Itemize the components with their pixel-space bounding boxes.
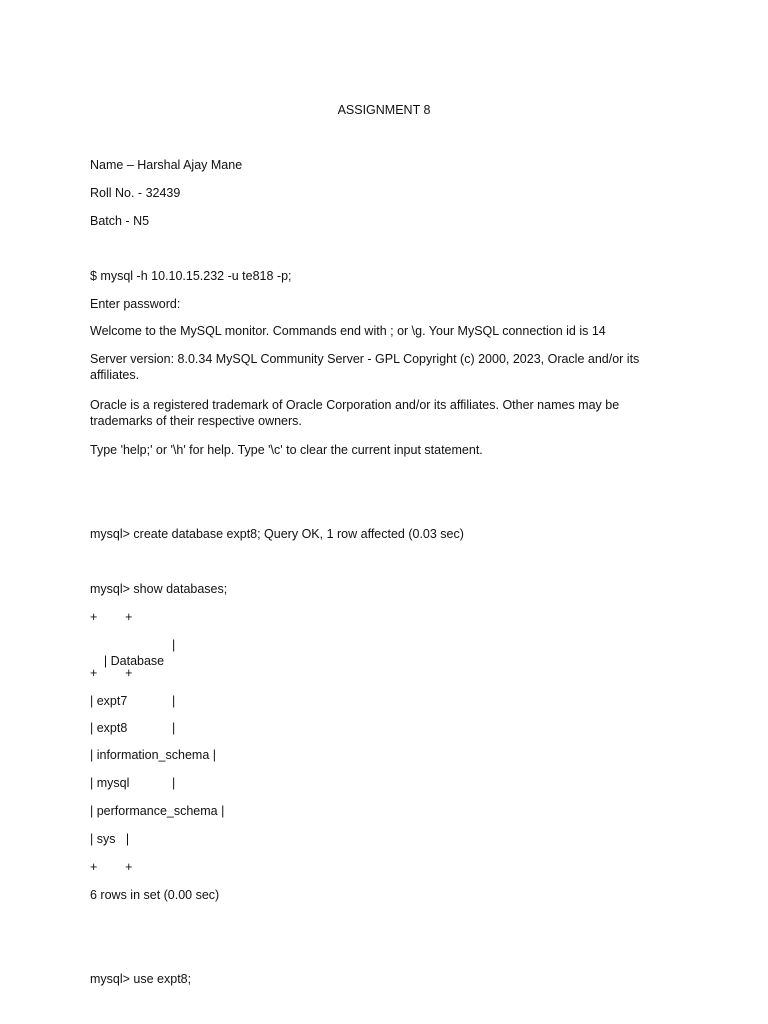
table-row: | expt8 <box>90 721 128 735</box>
table-pipe: | <box>172 776 176 790</box>
table-row: | mysql <box>90 776 130 790</box>
table-row: | expt7 <box>90 694 128 708</box>
table-header-cell: | Database <box>103 654 165 668</box>
student-batch: Batch - N5 <box>90 214 150 228</box>
rows-in-set: 6 rows in set (0.00 sec) <box>90 888 220 902</box>
table-border-top: + + <box>90 610 133 624</box>
student-name: Name – Harshal Ajay Mane <box>90 158 243 172</box>
table-border-mid: + + <box>90 666 133 680</box>
create-db-command: mysql> create database expt8; Query OK, 1 row affected (0.03 sec) <box>90 527 464 541</box>
table-row: | performance_schema | <box>90 804 225 818</box>
table-pipe: | <box>172 721 176 735</box>
table-row: | sys | <box>90 832 130 846</box>
table-pipe: | <box>172 694 176 708</box>
table-border-bottom: + + <box>90 860 133 874</box>
trademark-notice: Oracle is a registered trademark of Oracle Corporation and/or its affiliates. Other names may be trademarks of their respective owners. <box>90 398 620 428</box>
help-hint: Type 'help;' or '\h' for help. Type '\c' to clear the current input statement. <box>90 443 483 457</box>
page-title: ASSIGNMENT 8 <box>337 103 431 117</box>
welcome-line: Welcome to the MySQL monitor. Commands end with ; or \g. Your MySQL connection id is 14 <box>90 324 606 338</box>
use-db-command: mysql> use expt8; <box>90 972 192 986</box>
show-databases-command: mysql> show databases; <box>90 582 228 596</box>
login-command: $ mysql -h 10.10.15.232 -u te818 -p; <box>90 269 292 283</box>
table-row: | information_schema | <box>90 748 216 762</box>
table-pipe: | <box>172 638 176 652</box>
student-roll: Roll No. - 32439 <box>90 186 181 200</box>
server-version: Server version: 8.0.34 MySQL Community Server - GPL Copyright (c) 2000, 2023, Oracle and/or its affiliates. <box>90 352 640 382</box>
enter-password: Enter password: <box>90 297 181 311</box>
